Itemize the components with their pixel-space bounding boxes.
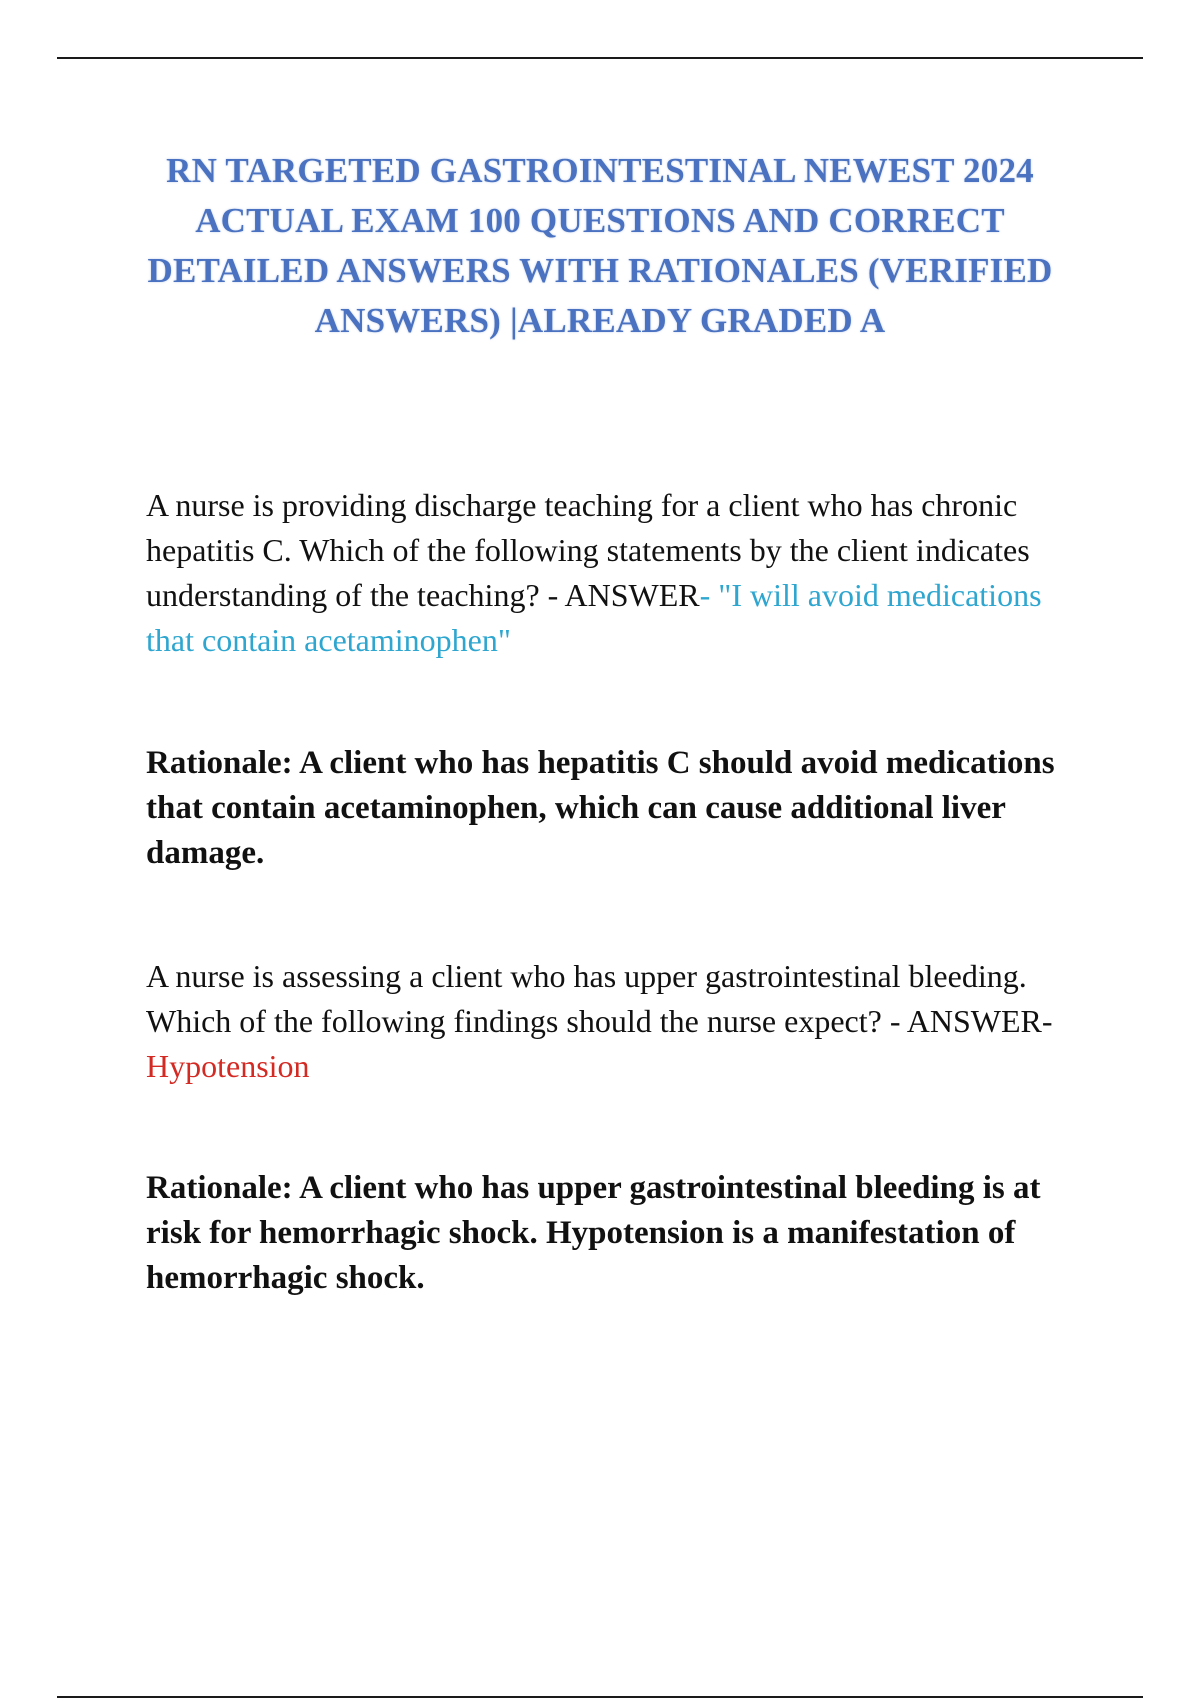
document-title: RN TARGETED GASTROINTESTINAL NEWEST 2024 ACTUAL EXAM 100 QUESTIONS AND CORRECT DETAILED ANSWERS WITH RATIONALES (VERIFIED ANSWERS) |ALREADY GRADED A [147, 151, 1053, 340]
rationale-text-1: Rationale: A client who has hepatitis C should avoid medications that contain acetaminophen, which can cause additional liver damage. [146, 745, 1055, 871]
question-block-1 [146, 483, 1076, 663]
top-divider [57, 57, 1143, 59]
question-1-prompt: A nurse is providing discharge teaching for a client who has chronic hepatitis C. Which of the following statements by the client indicates understanding of the teaching? - ANSWER [146, 487, 1030, 613]
bottom-divider [57, 1696, 1143, 1698]
question-block-2 [146, 954, 1076, 1089]
rationale-block-1 [146, 741, 1076, 876]
question-text-2 [146, 954, 1076, 1089]
rationale-text-2: Rationale: A client who has upper gastrointestinal bleeding is at risk for hemorrhagic shock. Hypotension is a manifestation of hemorrhagic shock. [146, 1170, 1041, 1296]
question-2-prompt: A nurse is assessing a client who has upper gastrointestinal bleeding. Which of the following findings should the nurse expect? - ANSWER- [146, 958, 1053, 1039]
rationale-block-2 [146, 1166, 1076, 1301]
question-text-1 [146, 483, 1076, 663]
question-2-answer: Hypotension [146, 1048, 310, 1084]
question-1-answer: - "I will avoid medications that contain acetaminophen" [146, 577, 1042, 658]
